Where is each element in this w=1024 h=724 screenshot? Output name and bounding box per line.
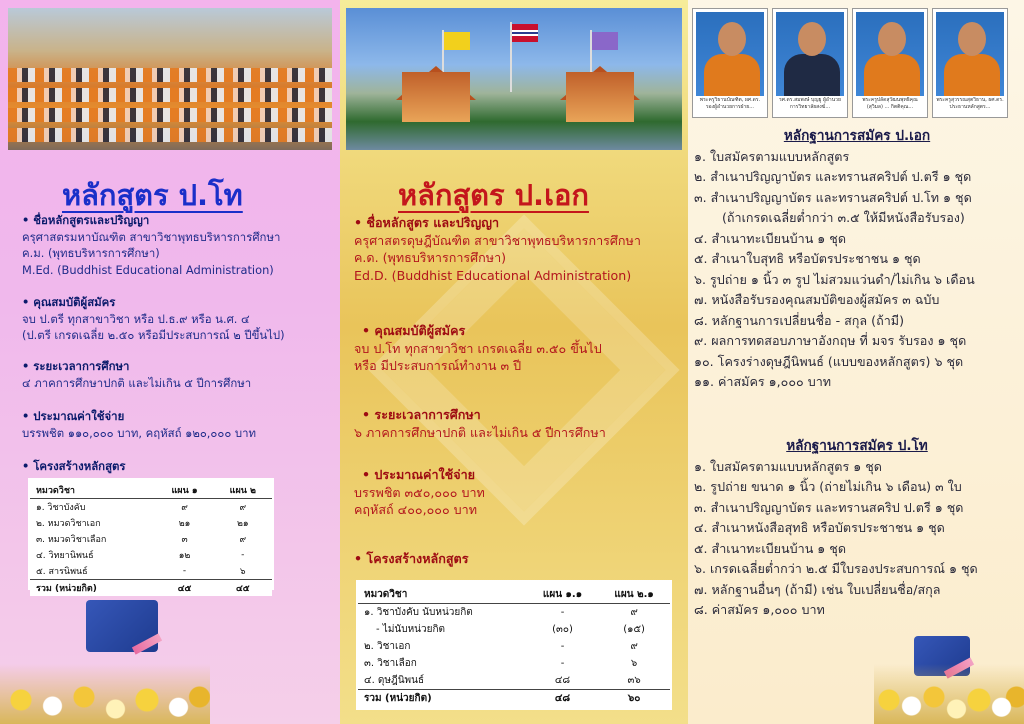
section-line: บรรพชิต ๑๑๐,๐๐๐ บาท, คฤหัสถ์ ๑๒๐,๐๐๐ บาท bbox=[22, 425, 257, 440]
portrait-row bbox=[692, 8, 1008, 118]
requirement-item: ๗. หลักฐานอื่นๆ (ถ้ามี) เช่น ใบเปลี่ยนชื่อ/สกุล bbox=[694, 581, 941, 597]
table-cell: ๓. วิชาเลือก bbox=[364, 658, 417, 669]
phd-qualification-section bbox=[354, 322, 602, 375]
table-cell: (๓๐) bbox=[552, 624, 573, 635]
phd-duration-section bbox=[354, 406, 606, 441]
masters-cost-section bbox=[22, 408, 256, 441]
table-cell: ๖ bbox=[239, 567, 246, 577]
flag-icon bbox=[512, 24, 538, 42]
phd-panel bbox=[340, 0, 688, 724]
section-line: ๖ ภาคการศึกษาปกติ และไม่เกิน ๕ ปีการศึกษา bbox=[354, 424, 606, 440]
table-cell: - bbox=[560, 607, 565, 618]
campus-photo bbox=[346, 8, 682, 150]
requirement-note: (ถ้าเกรดเฉลี่ยต่ำกว่า ๓.๕ ให้มีหนังสือรับรอง) bbox=[722, 210, 965, 225]
phd-degree-section bbox=[354, 214, 641, 284]
section-heading: • โครงสร้างหลักสูตร bbox=[354, 551, 469, 566]
masters-title: หลักสูตร ป.โท bbox=[62, 178, 243, 212]
table-cell: ๔๘ bbox=[554, 675, 571, 686]
group-photo bbox=[8, 8, 332, 150]
section-heading: • คุณสมบัติผู้สมัคร bbox=[362, 323, 466, 338]
table-cell: รวม (หน่วยกิต) bbox=[358, 690, 527, 708]
requirement-item: ๑๑. ค่าสมัคร ๑,๐๐๐ บาท bbox=[694, 374, 832, 389]
section-heading: • ระยะเวลาการศึกษา bbox=[22, 359, 130, 373]
section-heading: • ชื่อหลักสูตรและปริญญา bbox=[22, 213, 150, 227]
table-cell: ๔. ดุษฎีนิพนธ์ bbox=[364, 675, 425, 686]
portrait bbox=[772, 8, 848, 118]
table-cell: - bbox=[182, 566, 187, 576]
section-line: บรรพชิต ๓๕๐,๐๐๐ บาท bbox=[354, 484, 485, 500]
table-cell: ๒๑ bbox=[178, 519, 191, 529]
masters-duration-section bbox=[22, 358, 251, 391]
table-cell: ๔๕ bbox=[214, 580, 272, 597]
table-cell: ๑. วิชาบังคับ bbox=[36, 503, 86, 513]
table-header: แผน ๒ bbox=[214, 482, 272, 499]
masters-degree-section bbox=[22, 212, 280, 278]
table-cell: ๖๐ bbox=[598, 690, 670, 708]
table-row bbox=[358, 672, 670, 690]
table-row bbox=[30, 563, 272, 580]
flag-icon bbox=[444, 32, 470, 50]
masters-structure-section bbox=[22, 458, 126, 475]
portrait bbox=[692, 8, 768, 118]
table-cell: ๓๖ bbox=[627, 675, 641, 686]
requirement-item: ๕. สำเนาใบสุทธิ หรือบัตรประชาชน ๑ ชุด bbox=[694, 251, 921, 266]
table-cell: - bbox=[560, 641, 565, 652]
phd-structure-table bbox=[356, 580, 672, 710]
section-heading: • คุณสมบัติผู้สมัคร bbox=[22, 295, 116, 309]
section-line: จบ ป.โท ทุกสาขาวิชา เกรดเฉลี่ย ๓.๕๐ ขึ้นไป bbox=[354, 340, 602, 356]
requirement-item: ๑. ใบสมัครตามแบบหลักสูตร bbox=[694, 148, 850, 164]
phd-title: หลักสูตร ป.เอก bbox=[398, 178, 589, 212]
table-cell: ๔. วิทยานิพนธ์ bbox=[36, 551, 94, 561]
section-line: หรือ มีประสบการณ์ทำงาน ๓ ปี bbox=[354, 358, 522, 373]
table-row bbox=[30, 499, 272, 516]
table-row bbox=[358, 621, 670, 638]
table-cell: ๙ bbox=[239, 535, 247, 545]
section-line: จบ ป.ตรี ทุกสาขาวิชา หรือ ป.ธ.๙ หรือ น.ศ. ๔ bbox=[22, 311, 250, 326]
table-row bbox=[30, 547, 272, 563]
table-header: แผน ๑ bbox=[156, 482, 214, 499]
table-header: แผน ๑.๑ bbox=[527, 586, 598, 604]
flowers-image bbox=[0, 664, 210, 724]
masters-qualification-section bbox=[22, 294, 285, 344]
flag-icon bbox=[592, 32, 618, 50]
requirement-item: ๖. รูปถ่าย ๑ นิ้ว ๓ รูป ไม่สวมแว่นดำ/ไม่เกิน ๖ เดือน bbox=[694, 271, 975, 287]
requirements-heading: หลักฐานการสมัคร ป.โท bbox=[786, 438, 928, 454]
requirements-heading: หลักฐานการสมัคร ป.เอก bbox=[783, 128, 931, 144]
requirement-item: ๔. สำเนาทะเบียนบ้าน ๑ ชุด bbox=[694, 230, 847, 246]
table-cell: - bbox=[560, 658, 565, 669]
table-cell: ๔๘ bbox=[527, 690, 598, 708]
table-cell: (๑๕) bbox=[623, 624, 645, 635]
requirements-panel bbox=[688, 0, 1024, 724]
masters-panel bbox=[0, 0, 340, 724]
table-row bbox=[358, 604, 670, 622]
requirement-item: ๒. สำเนาปริญญาบัตร และทรานสคริปต์ ป.ตรี ๑ ชุด bbox=[694, 169, 972, 184]
section-heading: • ประมาณค่าใช้จ่าย bbox=[22, 409, 125, 423]
table-cell: - ไม่นับหน่วยกิต bbox=[376, 624, 446, 635]
section-heading: • ระยะเวลาการศึกษา bbox=[362, 407, 481, 422]
table-cell: ๑๒ bbox=[178, 551, 191, 561]
section-line: ค.ม. (พุทธบริหารการศึกษา) bbox=[22, 246, 160, 260]
table-cell: ๖ bbox=[630, 658, 638, 669]
table-cell: ๒. หมวดวิชาเอก bbox=[36, 519, 101, 529]
section-line: ๔ ภาคการศึกษาปกติ และไม่เกิน ๕ ปีการศึกษา bbox=[22, 375, 252, 390]
section-line: ครุศาสตรมหาบัณฑิต สาขาวิชาพุทธบริหารการศึกษา bbox=[22, 229, 281, 244]
section-heading: • ประมาณค่าใช้จ่าย bbox=[362, 467, 476, 482]
table-cell: ๔๕ bbox=[156, 580, 214, 597]
portrait-caption: พระครูวิธานบัณฑิต, ผศ.ดร. รองผู้อำนวยการฝ่าย... bbox=[699, 97, 761, 110]
table-cell: ๙ bbox=[181, 503, 188, 513]
requirement-item: ๘. ค่าสมัคร ๑,๐๐๐ บาท bbox=[694, 602, 825, 617]
table-cell: ๙ bbox=[630, 607, 638, 618]
requirement-item: ๗. หนังสือรับรองคุณสมบัติของผู้สมัคร ๓ ฉบับ bbox=[694, 292, 940, 307]
table-row bbox=[358, 638, 670, 655]
table-cell: ๑. วิชาบังคับ นับหน่วยกิต bbox=[364, 607, 473, 618]
requirement-item: ๓. สำเนาปริญญาบัตร และทรานสคริปต์ ป.โท ๑ ชุด bbox=[694, 189, 972, 205]
flowers-image bbox=[874, 664, 1024, 724]
section-line: (ป.ตรี เกรดเฉลี่ย ๒.๕๐ หรือมีประสบการณ์ ๒ ปีขึ้นไป) bbox=[22, 328, 285, 342]
requirement-item: ๑๐. โครงร่างดุษฎีนิพนธ์ (แบบของหลักสูตร) ๖ ชุด bbox=[694, 353, 964, 369]
requirement-item: ๙. ผลการทดสอบภาษาอังกฤษ ที่ มจร รับรอง ๑ ชุด bbox=[694, 333, 967, 348]
table-cell: ๓. หมวดวิชาเลือก bbox=[36, 535, 107, 545]
phd-structure-section bbox=[354, 550, 468, 568]
table-cell: - bbox=[241, 550, 245, 560]
table-row bbox=[30, 531, 272, 547]
table-cell: ๓ bbox=[181, 535, 188, 545]
table-cell: ๙ bbox=[630, 641, 638, 652]
requirement-item: ๓. สำเนาปริญญาบัตร และทรานสคริป ป.ตรี ๑ ชุด bbox=[694, 499, 964, 515]
book-image bbox=[86, 600, 158, 652]
requirement-item: ๑. ใบสมัครตามแบบหลักสูตร ๑ ชุด bbox=[694, 458, 882, 474]
requirement-item: ๘. หลักฐานการเปลี่ยนชื่อ - สกุล (ถ้ามี) bbox=[694, 312, 904, 328]
table-cell: ๕. สารนิพนธ์ bbox=[36, 567, 88, 577]
table-total-row bbox=[30, 580, 272, 597]
table-header: หมวดวิชา bbox=[358, 586, 527, 604]
masters-structure-table bbox=[28, 478, 274, 594]
section-line: Ed.D. (Buddhist Educational Administration) bbox=[354, 267, 632, 283]
table-row bbox=[30, 515, 272, 531]
section-line: ครุศาสตรดุษฎีบัณฑิต สาขาวิชาพุทธบริหารการศึกษา bbox=[354, 232, 641, 248]
table-cell: ๙ bbox=[239, 503, 247, 513]
table-row bbox=[358, 655, 670, 672]
table-total-row bbox=[358, 690, 670, 708]
section-heading: • โครงสร้างหลักสูตร bbox=[22, 459, 126, 473]
section-line: ค.ด. (พุทธบริหารการศึกษา) bbox=[354, 250, 507, 265]
table-header: หมวดวิชา bbox=[30, 482, 156, 499]
requirement-item: ๒. รูปถ่าย ขนาด ๑ นิ้ว (ถ่ายไม่เกิน ๖ เดือน) ๓ ใบ bbox=[694, 479, 962, 494]
requirement-item: ๖. เกรดเฉลี่ยต่ำกว่า ๒.๕ มีใบรองประสบการณ์ ๑ ชุด bbox=[694, 561, 978, 576]
requirement-item: ๔. สำเนาหนังสือสุทธิ หรือบัตรประชาชน ๑ ชุด bbox=[694, 520, 945, 535]
requirement-item: ๕. สำเนาทะเบียนบ้าน ๑ ชุด bbox=[694, 540, 847, 556]
table-cell: รวม (หน่วยกิต) bbox=[30, 580, 156, 597]
phd-requirements bbox=[694, 126, 1020, 393]
section-line: คฤหัสถ์ ๔๐๐,๐๐๐ บาท bbox=[354, 502, 478, 517]
portrait-caption: รศ.ดร.สมพงษ์ บุญยู ผู้อำนวยการวิทยาลัยสงฆ์... bbox=[779, 97, 841, 110]
portrait-caption: พระครูปลัดสุวัฒนพุทธิคุณ (สุวิมล) ... กิตติคุณ... bbox=[862, 97, 918, 110]
table-cell: ๒๑ bbox=[236, 519, 249, 529]
phd-cost-section bbox=[354, 466, 485, 519]
portrait-caption: พระครูสุวรรณสุตวิธาน, ผศ.ดร. ประธานหลักสูตร... bbox=[936, 97, 1004, 110]
table-cell: ๒. วิชาเอก bbox=[364, 641, 411, 652]
portrait bbox=[932, 8, 1008, 118]
table-header: แผน ๒.๑ bbox=[598, 586, 670, 604]
masters-requirements bbox=[694, 436, 1020, 621]
portrait bbox=[852, 8, 928, 118]
section-heading: • ชื่อหลักสูตร และปริญญา bbox=[354, 215, 500, 230]
section-line: M.Ed. (Buddhist Educational Administration) bbox=[22, 262, 274, 277]
